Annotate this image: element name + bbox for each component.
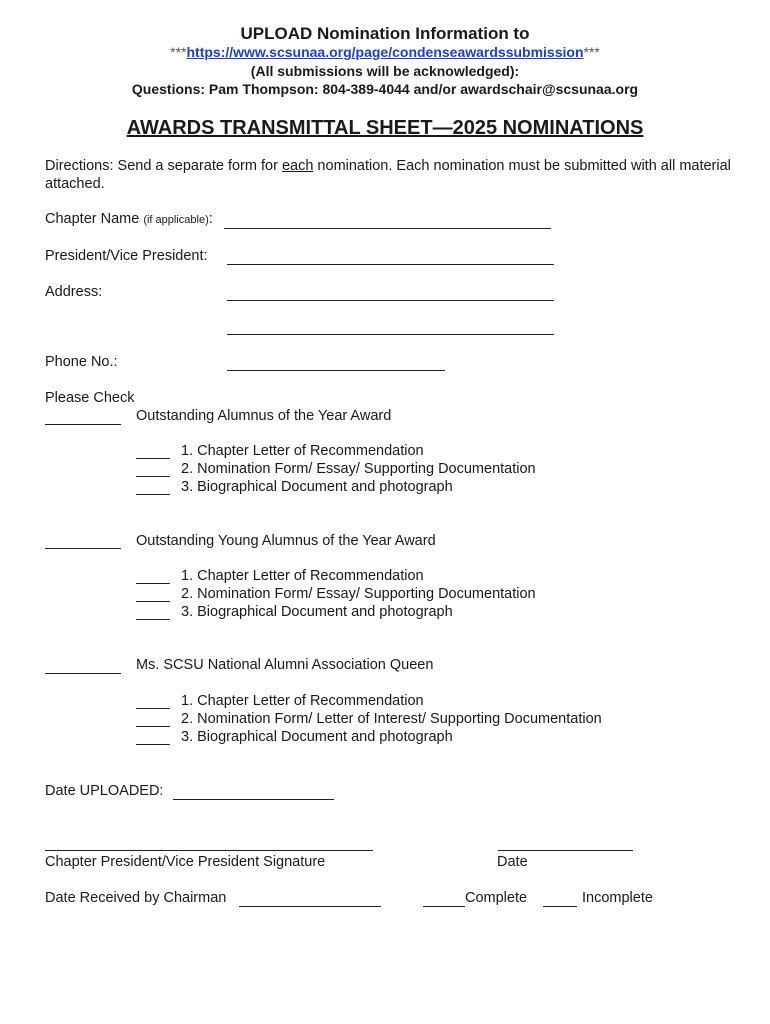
phone-field[interactable] [227, 370, 445, 371]
award-1-item-2: 2. Nomination Form/ Essay/ Supporting Documentation [181, 461, 536, 477]
chapter-note: (if applicable) [143, 214, 209, 226]
directions-text [45, 157, 735, 193]
award-2-item-3-check[interactable] [136, 619, 170, 620]
award-2-check[interactable] [45, 548, 121, 549]
award-3-item-2: 2. Nomination Form/ Letter of Interest/ Supporting Documentation [181, 711, 602, 727]
signature-label: Chapter President/Vice President Signature [45, 854, 326, 870]
complete-label: Complete [465, 890, 528, 906]
submission-url-line [0, 44, 770, 60]
acknowledged-note: (All submissions will be acknowledged): [250, 63, 520, 79]
award-3-name: Ms. SCSU National Alumni Association Queen [136, 657, 434, 673]
complete-check[interactable] [423, 906, 465, 907]
address-field-line-1[interactable] [227, 300, 554, 301]
award-1-item-1: 1. Chapter Letter of Recommendation [181, 443, 424, 459]
upload-heading: UPLOAD Nomination Information to [240, 24, 530, 43]
award-1-name: Outstanding Alumnus of the Year Award [136, 408, 392, 424]
president-field[interactable] [227, 264, 554, 265]
award-2-item-2: 2. Nomination Form/ Essay/ Supporting Documentation [181, 586, 536, 602]
submission-link[interactable]: https://www.scsunaa.org/page/condenseawardssubmission [186, 44, 584, 60]
award-3-item-2-check[interactable] [136, 726, 170, 727]
award-1-item-2-check[interactable] [136, 476, 170, 477]
chapter-name-label [45, 211, 213, 227]
award-2-name: Outstanding Young Alumnus of the Year Award [136, 533, 436, 549]
award-2-item-1: 1. Chapter Letter of Recommendation [181, 568, 424, 584]
award-1-item-3: 3. Biographical Document and photograph [181, 479, 453, 495]
award-3-item-1-check[interactable] [136, 708, 170, 709]
date-label: Date [497, 854, 528, 870]
directions-post: nomination. Each nomination must be submitted with all material attached. [45, 158, 731, 192]
award-3-check[interactable] [45, 673, 121, 674]
award-2-item-2-check[interactable] [136, 601, 170, 602]
chapter-name-field[interactable] [224, 228, 551, 229]
date-received-label: Date Received by Chairman [45, 890, 227, 906]
url-prefix-stars: *** [170, 44, 187, 60]
date-uploaded-label: Date UPLOADED: [45, 783, 164, 799]
award-2-item-1-check[interactable] [136, 583, 170, 584]
incomplete-check[interactable] [543, 906, 577, 907]
phone-label: Phone No.: [45, 354, 118, 370]
award-2-item-3: 3. Biographical Document and photograph [181, 604, 453, 620]
award-3-item-3: 3. Biographical Document and photograph [181, 729, 453, 745]
directions-pre: Directions: Send a separate form for [45, 158, 282, 174]
signature-field[interactable] [45, 850, 373, 851]
president-label: President/Vice President: [45, 248, 208, 264]
questions-contact: Questions: Pam Thompson: 804-389-4044 and/or awardschair@scsunaa.org [131, 81, 639, 97]
chapter-colon: : [208, 211, 213, 227]
date-uploaded-field[interactable] [173, 799, 334, 800]
award-1-item-1-check[interactable] [136, 458, 170, 459]
incomplete-label: Incomplete [582, 890, 653, 906]
award-3-item-3-check[interactable] [136, 744, 170, 745]
url-suffix-stars: *** [583, 44, 600, 60]
award-1-check[interactable] [45, 424, 121, 425]
award-3-item-1: 1. Chapter Letter of Recommendation [181, 693, 424, 709]
award-1-item-3-check[interactable] [136, 494, 170, 495]
signature-date-field[interactable] [498, 850, 633, 851]
date-received-field[interactable] [239, 906, 381, 907]
form-title: AWARDS TRANSMITTAL SHEET—2025 NOMINATIONS [126, 117, 644, 139]
directions-emphasis: each [281, 158, 314, 174]
chapter-name-text: Chapter Name [45, 211, 140, 227]
address-field-line-2[interactable] [227, 334, 554, 335]
please-check-label: Please Check [45, 390, 135, 406]
address-label: Address: [45, 284, 103, 300]
